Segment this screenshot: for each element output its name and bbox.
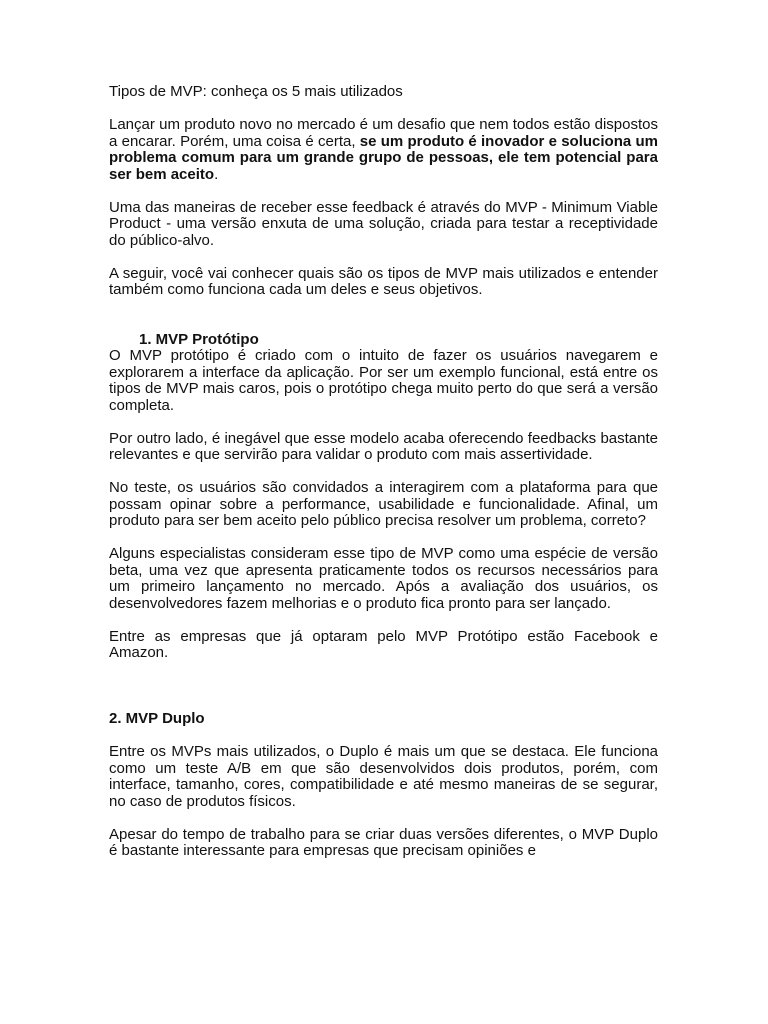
section-1-paragraph-5: Entre as empresas que já optaram pelo MVP Protótipo estão Facebook e Amazon. — [109, 627, 658, 661]
intro-p1-start: Lançar um produto novo no mercado é um desafio que nem todos estão dispostos a encarar. Porém, uma coisa é certa, — [109, 116, 658, 150]
intro-paragraph-3: A seguir, você vai conhecer quais são os tipos de MVP mais utilizados e entender também como funciona cada um deles e seus objetivos. — [109, 264, 658, 298]
section-2-paragraph-2: Apesar do tempo de trabalho para se criar duas versões diferentes, o MVP Duplo é bastante interessante para empresas que precisam opiniões e — [109, 825, 658, 859]
section-1-paragraph-1: O MVP protótipo é criado com o intuito de fazer os usuários navegarem e explorarem a interface da aplicação. Por ser um exemplo funcional, está entre os tipos de MVP mais caros, pois o protótipo chega muito perto do que será a versão completa. — [109, 347, 658, 414]
document-page — [109, 84, 658, 876]
section-1-paragraph-4: Alguns especialistas consideram esse tipo de MVP como uma espécie de versão beta, uma vez que apresenta praticamente todos os recursos necessários para um primeiro lançamento no mercado. Após a avaliação dos usuários, os desenvolvedores fazem melhorias e o produto fica pronto para ser lançado. — [109, 545, 658, 612]
intro-p1-end: . — [214, 165, 219, 183]
section-2-heading: 2. MVP Duplo — [109, 710, 205, 727]
intro-paragraph-2: Uma das maneiras de receber esse feedback é através do MVP - Minimum Viable Product - uma versão enxuta de uma solução, criada para testar a receptividade do público-alvo. — [109, 198, 658, 249]
section-1-heading: 1. MVP Protótipo — [139, 330, 259, 348]
section-1-paragraph-2: Por outro lado, é inegável que esse modelo acaba oferecendo feedbacks bastante relevantes e que servirão para validar o produto com mais assertividade. — [109, 429, 658, 463]
spacer — [109, 678, 658, 711]
section-1-paragraph-3: No teste, os usuários são convidados a interagirem com a plataforma para que possam opinar sobre a performance, usabilidade e funcionalidade. Afinal, um produto para ser bem aceito pelo público precisa resolver um problema, correto? — [109, 479, 658, 529]
spacer — [109, 315, 658, 332]
document-title: Tipos de MVP: conheça os 5 mais utilizados — [109, 83, 403, 100]
section-2-paragraph-1: Entre os MVPs mais utilizados, o Duplo é mais um que se destaca. Ele funciona como um teste A/B em que são desenvolvidos dois produtos, porém, com interface, tamanho, cores, compatibilidade e até mesmo maneiras de se segurar, no caso de produtos físicos. — [109, 743, 658, 810]
intro-paragraph-1 — [109, 117, 658, 183]
intro-p1-bold: se um produto é inovador e soluciona um problema comum para um grande grupo de pessoas, ele tem potencial para ser bem aceito — [109, 132, 658, 183]
